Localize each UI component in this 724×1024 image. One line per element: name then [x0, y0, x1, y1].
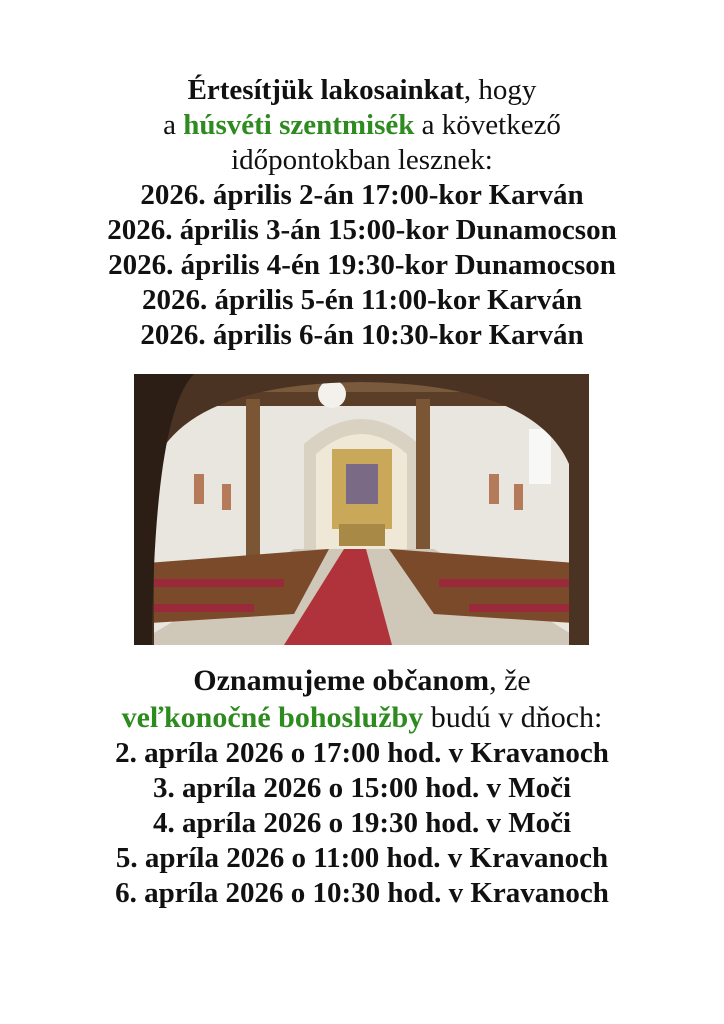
sk-intro-rest: , že [489, 664, 531, 697]
sk-schedule-item: 2. apríla 2026 o 17:00 hod. v Kravanoch [115, 737, 609, 769]
sk-schedule-item: 5. apríla 2026 o 11:00 hod. v Kravanoch [115, 842, 609, 874]
sk-line-2 [0, 699, 724, 736]
hu-schedule-item: 2026. április 5-én 11:00-kor Karván [141, 284, 583, 316]
hu-easter-masses: húsvéti szentmisék [183, 109, 415, 141]
hu-line-2 [0, 108, 724, 143]
hu-line-3: időpontokban lesznek: [231, 144, 493, 176]
sk-schedule-item: 4. apríla 2026 o 19:30 hod. v Moči [152, 807, 572, 839]
hu-intro-rest: , hogy [463, 74, 537, 106]
hu-line2-post: a következő [414, 109, 561, 141]
hu-schedule-item: 2026. április 3-án 15:00-kor Dunamocson [107, 214, 617, 246]
sk-schedule-item: 6. apríla 2026 o 10:30 hod. v Kravanoch [115, 877, 609, 909]
church-interior-photo [134, 374, 589, 645]
sk-intro-bold: Oznamujeme občanom [193, 664, 490, 697]
hu-schedule-item: 2026. április 4-én 19:30-kor Dunamocson [108, 249, 616, 281]
church-interior-illustration [134, 374, 589, 645]
hu-schedule-item: 2026. április 2-án 17:00-kor Karván [140, 179, 584, 211]
hu-schedule-item: 2026. április 6-án 10:30-kor Karván [140, 319, 584, 351]
hu-line2-pre: a [163, 109, 184, 141]
hu-intro-line [0, 73, 724, 108]
sk-easter-services: veľkonočné bohoslužby [121, 701, 424, 734]
slovak-announcement [0, 662, 724, 911]
hungarian-announcement [0, 73, 724, 353]
sk-line2-post: budú v dňoch: [423, 701, 603, 734]
hu-intro-bold: Értesítjük lakosainkat [187, 74, 464, 106]
sk-schedule-item: 3. apríla 2026 o 15:00 hod. v Moči [152, 772, 572, 804]
sk-intro-line [0, 662, 724, 699]
